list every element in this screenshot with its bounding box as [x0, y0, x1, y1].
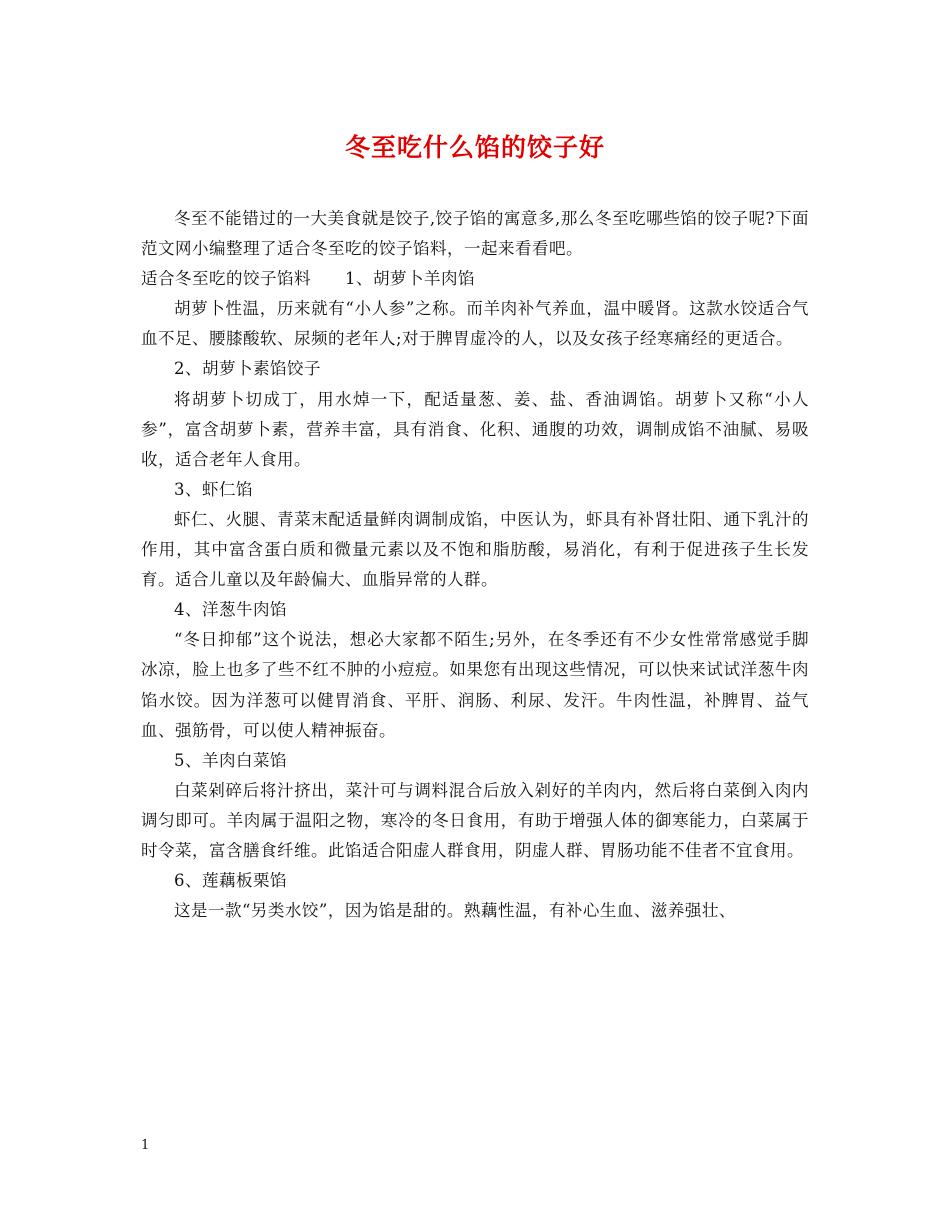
paragraph: 虾仁、火腿、青菜末配适量鲜肉调制成馅，中医认为，虾具有补肾壮阳、通下乳汁的作用，其中富含蛋白质和微量元素以及不饱和脂肪酸，易消化，有利于促进孩子生长发育。适合儿童以及年龄偏大、血脂异常的人群。	[141, 509, 809, 590]
paragraph: 适合冬至吃的饺子馅料 1、胡萝卜羊肉馅	[141, 269, 475, 289]
paragraph: 3、虾仁馅	[174, 479, 253, 499]
page-number: 1	[141, 1138, 150, 1153]
paragraph: 将胡萝卜切成丁，用水焯一下，配适量葱、姜、盐、香油调馅。胡萝卜又称“小人参”，富含胡萝卜素，营养丰富，具有消食、化积、通腹的功效，调制成馅不油腻、易吸收，适合老年人食用。	[141, 389, 809, 469]
document-title: 冬至吃什么馅的饺子好	[344, 133, 605, 162]
paragraph: 6、莲藕板栗馅	[174, 871, 287, 891]
paragraph: 这是一款“另类水饺”，因为馅是甜的。熟藕性温，有补心生血、滋养强壮、	[174, 901, 736, 921]
paragraph: “冬日抑郁”这个说法，想必大家都不陌生;另外，在冬季还有不少女性常常感觉手脚冰凉，脸上也多了些不红不肿的小痘痘。如果您有出现这些情况，可以快来试试洋葱牛肉馅水饺。因为洋葱可以健胃消食、平肝、润肠、利尿、发汗。牛肉性温，补脾胃、益气血、强筋骨，可以使人精神振奋。	[141, 630, 809, 740]
paragraph: 胡萝卜性温，历来就有“小人参”之称。而羊肉补气养血，温中暖肾。这款水饺适合气血不足、腰膝酸软、尿频的老年人;对于脾胃虚冷的人，以及女孩子经寒痛经的更适合。	[141, 299, 809, 349]
paragraph: 冬至不能错过的一大美食就是饺子,饺子馅的寓意多,那么冬至吃哪些馅的饺子呢?下面范文网小编整理了适合冬至吃的饺子馅料，一起来看看吧。	[141, 209, 809, 259]
paragraph: 5、羊肉白菜馅	[174, 750, 287, 770]
paragraph: 4、洋葱牛肉馅	[174, 600, 287, 620]
document-body	[141, 204, 809, 926]
paragraph: 2、胡萝卜素馅饺子	[174, 359, 321, 379]
paragraph: 白菜剁碎后将汁挤出，菜汁可与调料混合后放入剁好的羊肉内，然后将白菜倒入肉内调匀即可。羊肉属于温阳之物，寒冷的冬日食用，有助于增强人体的御寒能力，白菜属于时令菜，富含膳食纤维。此馅适合阳虚人群食用，阴虚人群、胃肠功能不佳者不宜食用。	[141, 780, 809, 860]
